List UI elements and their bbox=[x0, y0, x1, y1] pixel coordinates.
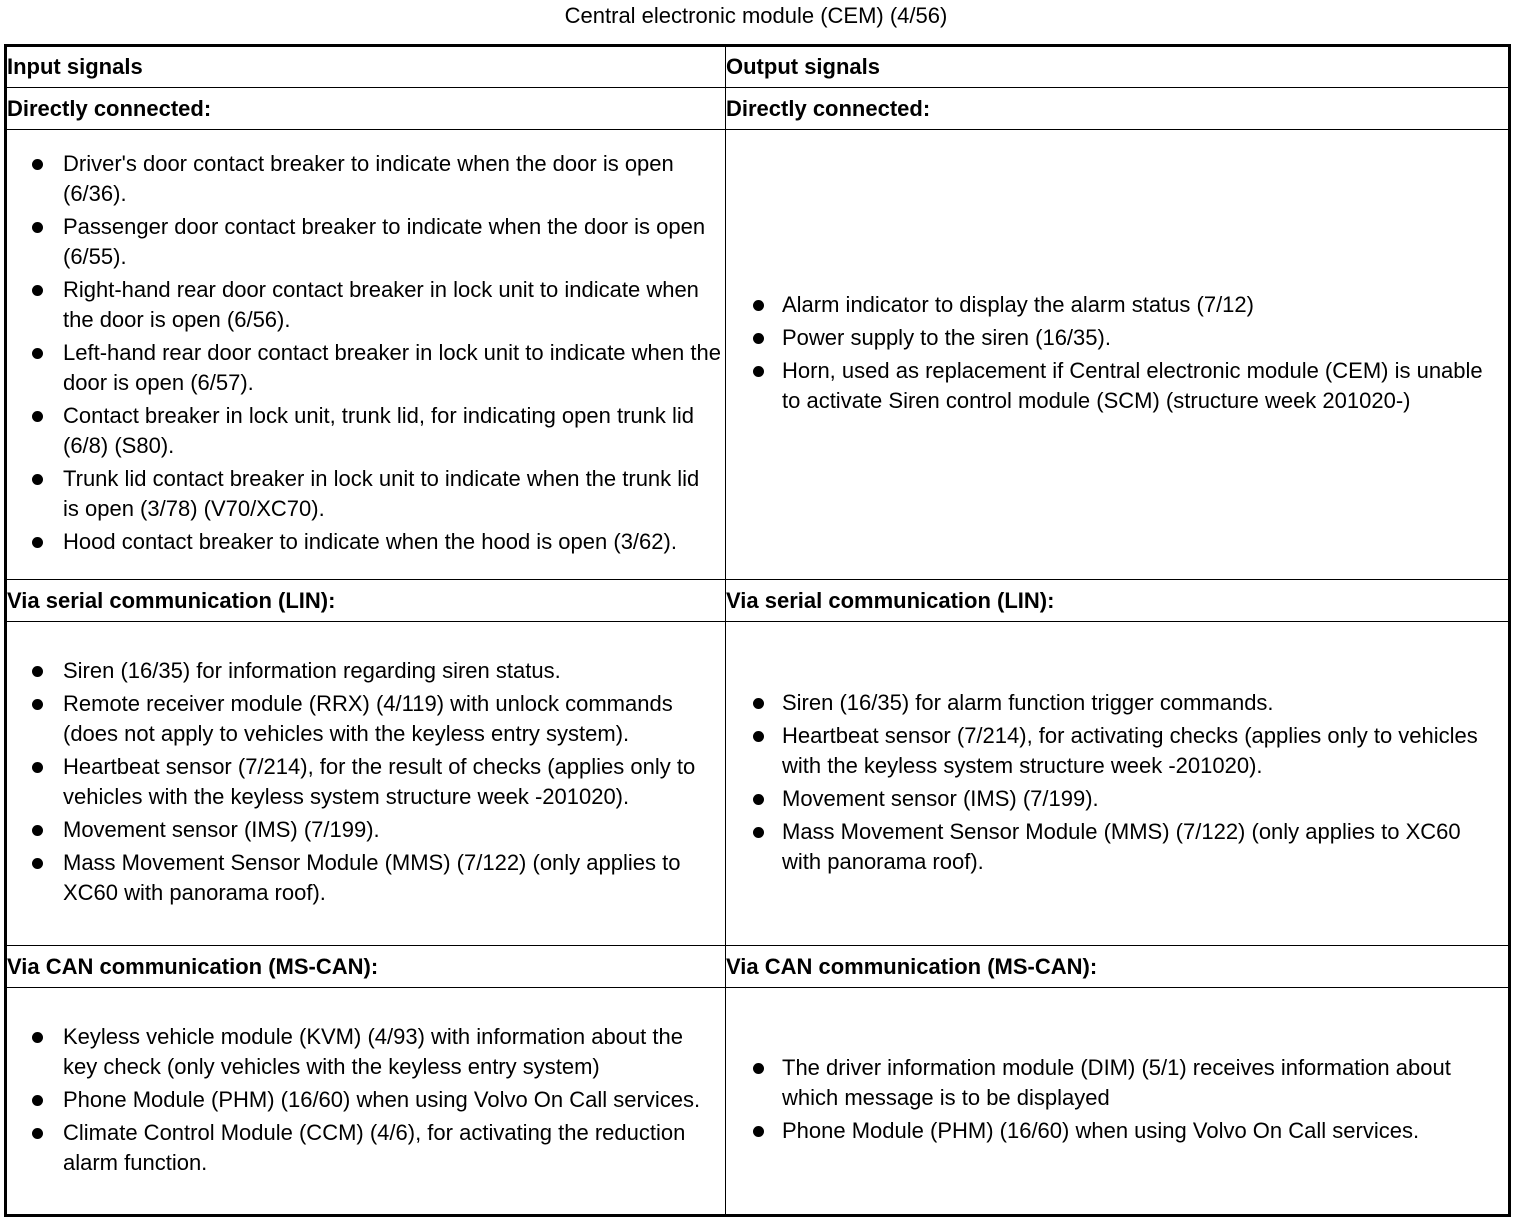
section-header-row bbox=[6, 88, 1510, 130]
list-item: Contact breaker in lock unit, trunk lid, for indicating open trunk lid (6/8) (S80). bbox=[7, 401, 721, 461]
list-item: Horn, used as replacement if Central electronic module (CEM) is unable to activate Siren control module (SCM) (structure week 201020-) bbox=[726, 356, 1504, 416]
list-item: Siren (16/35) for alarm function trigger commands. bbox=[726, 688, 1504, 718]
output-list-cell bbox=[726, 622, 1510, 946]
list-item: Phone Module (PHM) (16/60) when using Volvo On Call services. bbox=[726, 1116, 1504, 1146]
list-item: Climate Control Module (CCM) (4/6), for activating the reduction alarm function. bbox=[7, 1118, 721, 1178]
input-list bbox=[7, 149, 725, 557]
input-list bbox=[7, 656, 725, 908]
input-list bbox=[7, 1022, 725, 1178]
list-item: Power supply to the siren (16/35). bbox=[726, 323, 1504, 353]
column-header-row bbox=[6, 46, 1510, 88]
section-header-row bbox=[6, 580, 1510, 622]
output-list bbox=[726, 290, 1508, 416]
list-item: Keyless vehicle module (KVM) (4/93) with information about the key check (only vehicles with the keyless entry system) bbox=[7, 1022, 721, 1082]
list-item: Passenger door contact breaker to indicate when the door is open (6/55). bbox=[7, 212, 721, 272]
output-section-title: Directly connected: bbox=[726, 88, 1510, 130]
input-section-title: Directly connected: bbox=[6, 88, 726, 130]
input-list-cell bbox=[6, 988, 726, 1216]
section-body-row bbox=[6, 988, 1510, 1216]
list-item: Remote receiver module (RRX) (4/119) with unlock commands (does not apply to vehicles with the keyless entry system). bbox=[7, 689, 721, 749]
list-item: Hood contact breaker to indicate when the hood is open (3/62). bbox=[7, 527, 721, 557]
list-item: Phone Module (PHM) (16/60) when using Volvo On Call services. bbox=[7, 1085, 721, 1115]
list-item: Siren (16/35) for information regarding siren status. bbox=[7, 656, 721, 686]
signals-table bbox=[4, 44, 1511, 1217]
output-list-cell bbox=[726, 130, 1510, 580]
output-signals-header: Output signals bbox=[726, 46, 1510, 88]
input-signals-header: Input signals bbox=[6, 46, 726, 88]
list-item: Mass Movement Sensor Module (MMS) (7/122) (only applies to XC60 with panorama roof). bbox=[726, 817, 1504, 877]
output-section-title: Via CAN communication (MS-CAN): bbox=[726, 946, 1510, 988]
list-item: Left-hand rear door contact breaker in lock unit to indicate when the door is open (6/57). bbox=[7, 338, 721, 398]
input-list-cell bbox=[6, 622, 726, 946]
input-list-cell bbox=[6, 130, 726, 580]
output-section-title: Via serial communication (LIN): bbox=[726, 580, 1510, 622]
section-body-row bbox=[6, 130, 1510, 580]
section-body-row bbox=[6, 622, 1510, 946]
document-caption: Central electronic module (CEM) (4/56) bbox=[564, 3, 948, 28]
list-item: Trunk lid contact breaker in lock unit to indicate when the trunk lid is open (3/78) (V70/XC70). bbox=[7, 464, 721, 524]
list-item: Movement sensor (IMS) (7/199). bbox=[7, 815, 721, 845]
output-list-cell bbox=[726, 988, 1510, 1216]
list-item: Alarm indicator to display the alarm status (7/12) bbox=[726, 290, 1504, 320]
list-item: The driver information module (DIM) (5/1) receives information about which message is to be displayed bbox=[726, 1053, 1504, 1113]
list-item: Driver's door contact breaker to indicate when the door is open (6/36). bbox=[7, 149, 721, 209]
output-list bbox=[726, 688, 1508, 877]
section-header-row bbox=[6, 946, 1510, 988]
list-item: Heartbeat sensor (7/214), for the result of checks (applies only to vehicles with the keyless system structure week -201020). bbox=[7, 752, 721, 812]
list-item: Mass Movement Sensor Module (MMS) (7/122) (only applies to XC60 with panorama roof). bbox=[7, 848, 721, 908]
input-section-title: Via serial communication (LIN): bbox=[6, 580, 726, 622]
list-item: Right-hand rear door contact breaker in lock unit to indicate when the door is open (6/56). bbox=[7, 275, 721, 335]
list-item: Heartbeat sensor (7/214), for activating checks (applies only to vehicles with the keyless system structure week -201020). bbox=[726, 721, 1504, 781]
output-list bbox=[726, 1053, 1508, 1146]
input-section-title: Via CAN communication (MS-CAN): bbox=[6, 946, 726, 988]
list-item: Movement sensor (IMS) (7/199). bbox=[726, 784, 1504, 814]
